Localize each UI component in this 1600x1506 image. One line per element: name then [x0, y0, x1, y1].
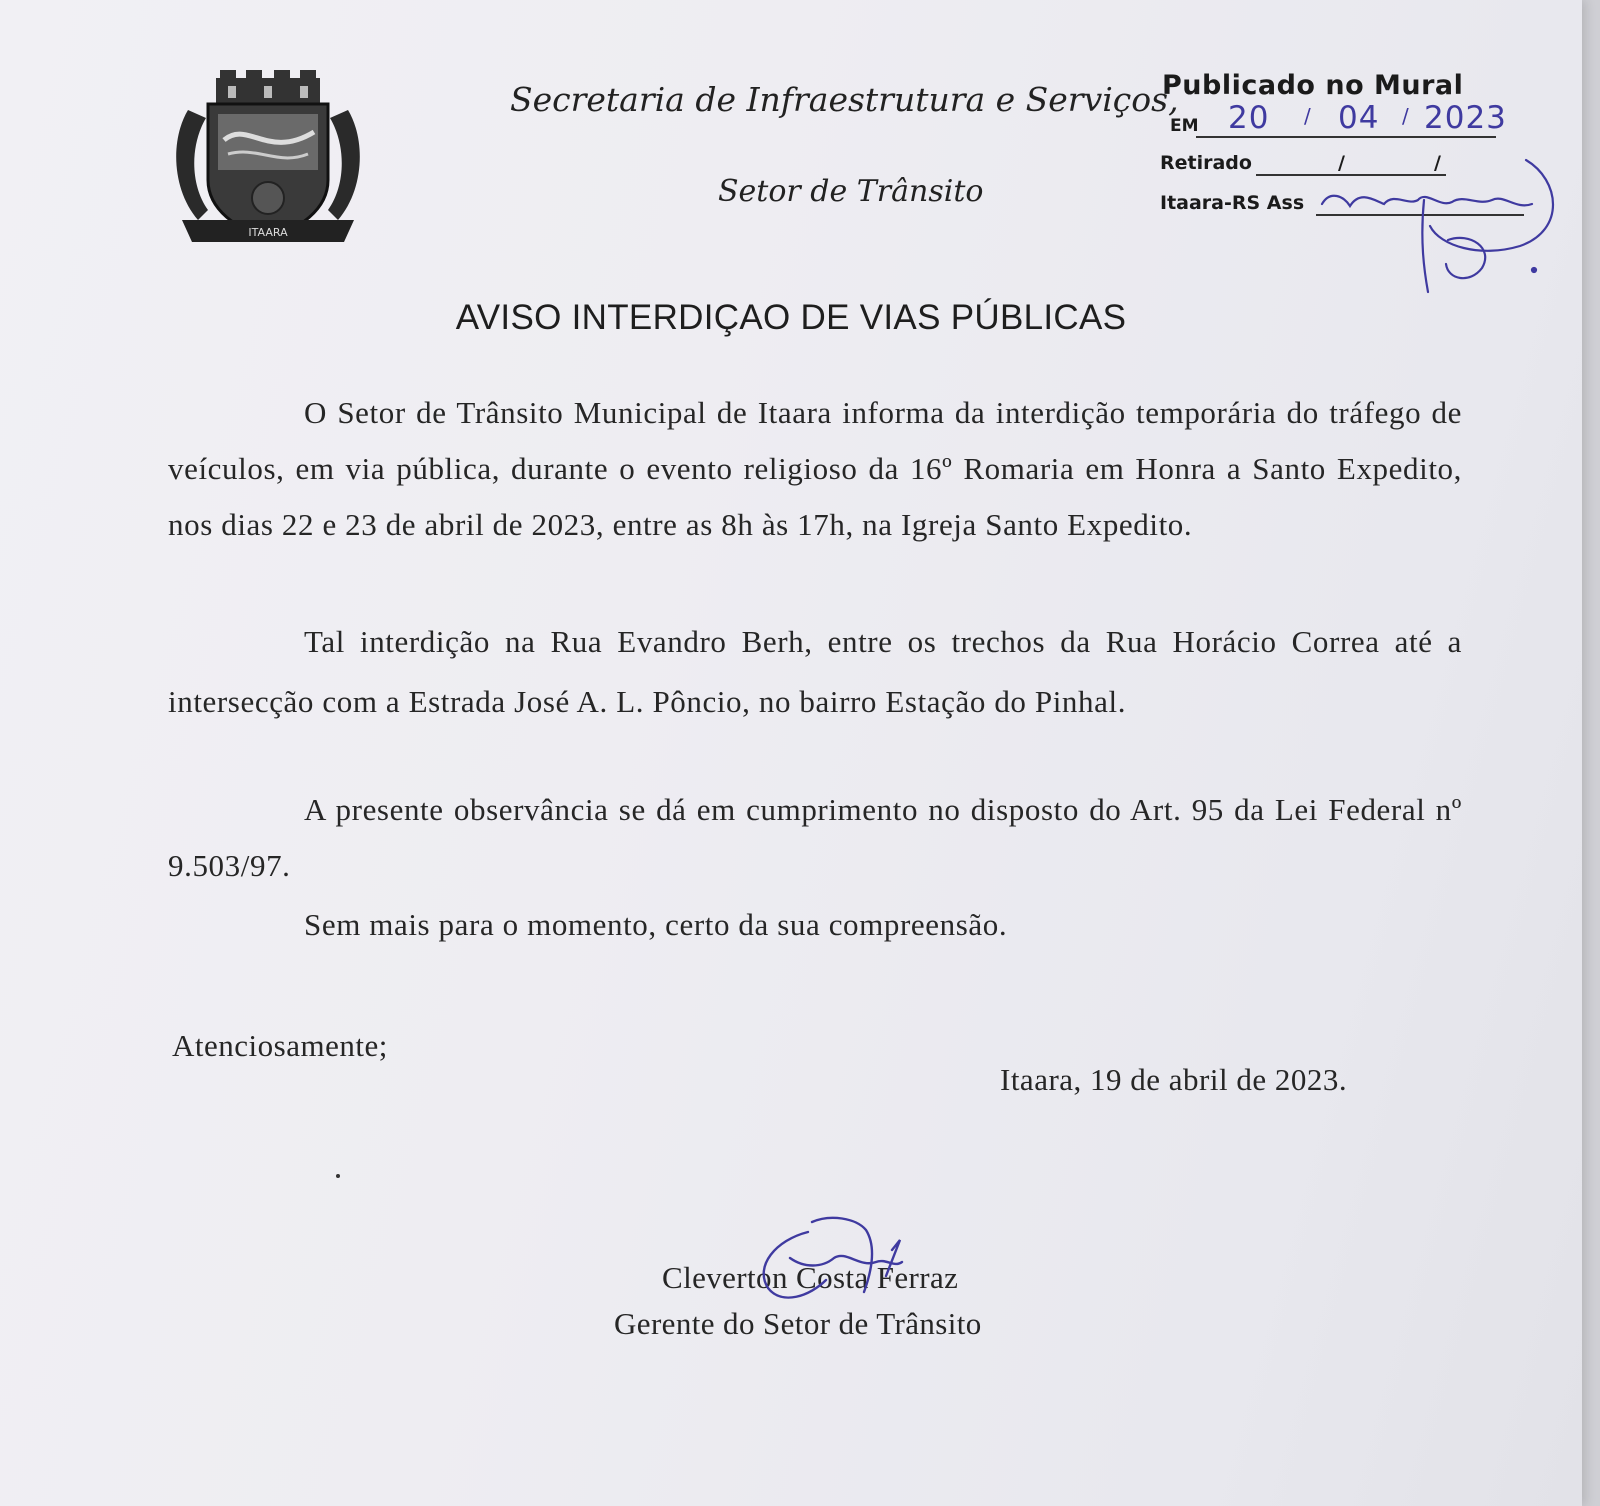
place-date-line: Itaara, 19 de abril de 2023. [1000, 1062, 1348, 1097]
stamp-retirado-underline [1256, 174, 1446, 176]
paragraph-text: Tal interdição na Rua Evandro Berh, entre os trechos da Rua Horácio Correa até a intersecção com a Estrada José A. L. Pôncio, no bairro Estação do Pinhal. [168, 624, 1462, 719]
stamp-retirado-slash: / [1338, 152, 1345, 174]
paragraph-text: A presente observância se dá em cumprimento no disposto do Art. 95 da Lei Federal nº 9.503/97. [168, 792, 1462, 883]
coat-of-arms-logo [168, 70, 368, 250]
paragraph-4 [168, 897, 1462, 953]
stamp-title: Publicado no Mural [1162, 70, 1464, 101]
paragraph-1 [168, 385, 1462, 553]
document-title: AVISO INTERDIÇAO DE VIAS PÚBLICAS [455, 298, 1127, 337]
stamp-date-underline [1196, 136, 1496, 138]
closing-salutation: Atenciosamente; [172, 1028, 388, 1063]
stamp-month: 04 [1338, 100, 1380, 136]
signer-name: Cleverton Costa Ferraz [662, 1260, 959, 1295]
stray-dot [336, 1174, 340, 1178]
stamp-year: 2023 [1424, 100, 1507, 136]
stamp-day: 20 [1228, 100, 1270, 136]
stamp-retirado-label: Retirado [1160, 152, 1252, 174]
stamp-itaara-label: Itaara-RS Ass [1160, 192, 1305, 214]
paragraph-text: Sem mais para o momento, certo da sua compreensão. [304, 907, 1008, 942]
paragraph-2 [168, 612, 1462, 732]
paragraph-3 [168, 782, 1462, 894]
header-setor: Setor de Trânsito [718, 174, 984, 209]
crest-ribbon-text: ITAARA [248, 226, 288, 239]
signer-role: Gerente do Setor de Trânsito [614, 1306, 982, 1341]
paragraph-text: O Setor de Trânsito Municipal de Itaara informa da interdição temporária do tráfego de veículos, em via pública, durante o evento religioso da 16º Romaria em Honra a Santo Expedito, nos dias 22 e 23 de abril de 2023, entre as 8h às 17h, na Igreja Santo Expedito. [168, 395, 1462, 542]
stamp-em-label: EM [1170, 116, 1199, 136]
header-secretaria: Secretaria de Infraestrutura e Serviços, [510, 80, 1179, 119]
stamp-date-slash: / [1304, 104, 1312, 128]
stamp-retirado-slash: / [1434, 152, 1441, 174]
stamp-handwritten-signature [1322, 160, 1553, 292]
stamp-date-slash: / [1402, 104, 1410, 128]
stamp-signature-underline [1316, 214, 1524, 216]
